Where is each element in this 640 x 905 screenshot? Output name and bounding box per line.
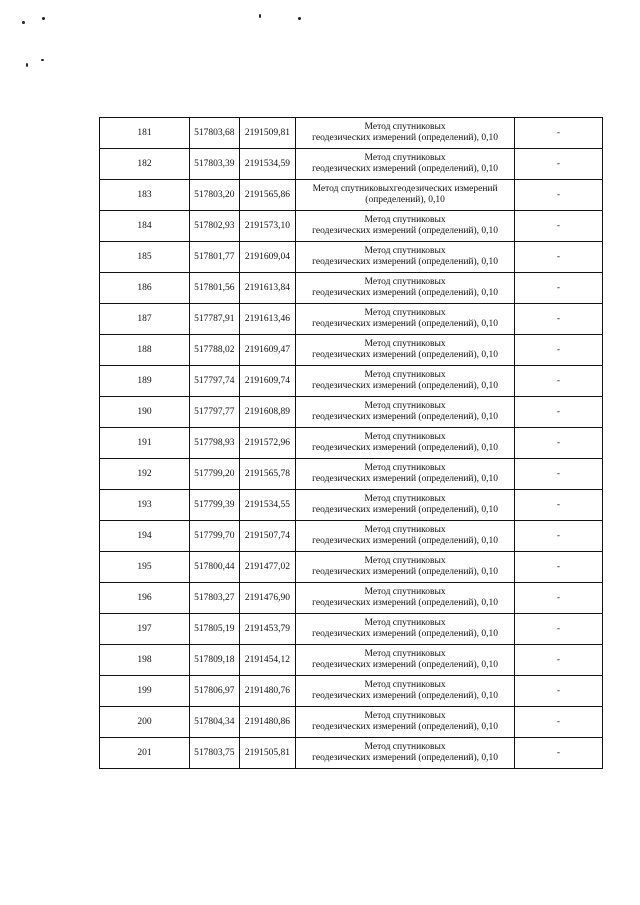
method-line-2: геодезических измерений (определений), 0,10 bbox=[312, 350, 499, 360]
method-line-2: геодезических измерений (определений), 0,10 bbox=[312, 567, 499, 577]
method-line-2: геодезических измерений (определений), 0,10 bbox=[312, 443, 499, 453]
method-line-2: геодезических измерений (определений), 0,10 bbox=[312, 133, 499, 143]
point-number-cell: 200 bbox=[100, 707, 190, 738]
method-line-2: геодезических измерений (определений), 0,10 bbox=[312, 722, 499, 732]
description-cell: - bbox=[514, 459, 602, 490]
method-cell bbox=[296, 707, 515, 738]
description-cell: - bbox=[514, 676, 602, 707]
y-coordinate-cell: 2191453,79 bbox=[239, 614, 296, 645]
x-coordinate-cell: 517803,75 bbox=[190, 738, 240, 769]
table-row bbox=[100, 521, 603, 552]
method-cell bbox=[296, 552, 515, 583]
scan-speck bbox=[259, 14, 261, 18]
description-cell: - bbox=[514, 428, 602, 459]
method-cell bbox=[296, 211, 515, 242]
table-row bbox=[100, 614, 603, 645]
table-row bbox=[100, 552, 603, 583]
y-coordinate-cell: 2191507,74 bbox=[239, 521, 296, 552]
description-cell: - bbox=[514, 552, 602, 583]
method-line-1: Метод спутниковых bbox=[364, 401, 446, 411]
method-cell bbox=[296, 583, 515, 614]
point-number-cell: 186 bbox=[100, 273, 190, 304]
y-coordinate-cell: 2191534,59 bbox=[239, 149, 296, 180]
method-line-2: (определений), 0,10 bbox=[365, 195, 445, 205]
method-line-1: Метод спутниковых bbox=[364, 587, 446, 597]
table-row bbox=[100, 707, 603, 738]
method-cell bbox=[296, 335, 515, 366]
description-cell: - bbox=[514, 397, 602, 428]
method-line-2: геодезических измерений (определений), 0,10 bbox=[312, 226, 499, 236]
description-cell: - bbox=[514, 645, 602, 676]
scan-speck bbox=[42, 17, 45, 20]
point-number-cell: 187 bbox=[100, 304, 190, 335]
y-coordinate-cell: 2191572,96 bbox=[239, 428, 296, 459]
method-line-2: геодезических измерений (определений), 0,10 bbox=[312, 288, 499, 298]
table-row bbox=[100, 149, 603, 180]
method-line-2: геодезических измерений (определений), 0,10 bbox=[312, 474, 499, 484]
description-cell: - bbox=[514, 118, 602, 149]
method-line-1: Метод спутниковых bbox=[364, 122, 446, 132]
y-coordinate-cell: 2191534,55 bbox=[239, 490, 296, 521]
table-row bbox=[100, 645, 603, 676]
method-cell bbox=[296, 149, 515, 180]
table-row bbox=[100, 273, 603, 304]
method-cell bbox=[296, 521, 515, 552]
method-cell bbox=[296, 459, 515, 490]
description-cell: - bbox=[514, 490, 602, 521]
table-row bbox=[100, 242, 603, 273]
scan-speck bbox=[26, 63, 28, 67]
y-coordinate-cell: 2191565,86 bbox=[239, 180, 296, 211]
point-number-cell: 188 bbox=[100, 335, 190, 366]
method-cell bbox=[296, 273, 515, 304]
method-cell bbox=[296, 242, 515, 273]
x-coordinate-cell: 517798,93 bbox=[190, 428, 240, 459]
y-coordinate-cell: 2191477,02 bbox=[239, 552, 296, 583]
method-line-2: геодезических измерений (определений), 0,10 bbox=[312, 629, 499, 639]
point-number-cell: 193 bbox=[100, 490, 190, 521]
description-cell: - bbox=[514, 273, 602, 304]
method-cell bbox=[296, 180, 515, 211]
method-line-1: Метод спутниковых bbox=[364, 370, 446, 380]
x-coordinate-cell: 517805,19 bbox=[190, 614, 240, 645]
method-cell bbox=[296, 645, 515, 676]
description-cell: - bbox=[514, 583, 602, 614]
description-cell: - bbox=[514, 738, 602, 769]
description-cell: - bbox=[514, 366, 602, 397]
table-row bbox=[100, 180, 603, 211]
y-coordinate-cell: 2191613,84 bbox=[239, 273, 296, 304]
description-cell: - bbox=[514, 521, 602, 552]
point-number-cell: 196 bbox=[100, 583, 190, 614]
point-number-cell: 201 bbox=[100, 738, 190, 769]
method-line-1: Метод спутниковых bbox=[364, 308, 446, 318]
method-cell bbox=[296, 304, 515, 335]
description-cell: - bbox=[514, 242, 602, 273]
y-coordinate-cell: 2191609,47 bbox=[239, 335, 296, 366]
description-cell: - bbox=[514, 335, 602, 366]
method-line-1: Метод спутниковыхгеодезических измерений bbox=[312, 184, 498, 194]
table-row bbox=[100, 118, 603, 149]
method-line-2: геодезических измерений (определений), 0,10 bbox=[312, 753, 499, 763]
table-row bbox=[100, 738, 603, 769]
description-cell: - bbox=[514, 614, 602, 645]
method-cell bbox=[296, 366, 515, 397]
coordinates-table bbox=[99, 117, 603, 769]
x-coordinate-cell: 517803,20 bbox=[190, 180, 240, 211]
method-line-1: Метод спутниковых bbox=[364, 711, 446, 721]
point-number-cell: 184 bbox=[100, 211, 190, 242]
scan-speck bbox=[298, 17, 301, 20]
point-number-cell: 195 bbox=[100, 552, 190, 583]
method-cell bbox=[296, 397, 515, 428]
description-cell: - bbox=[514, 180, 602, 211]
method-line-1: Метод спутниковых bbox=[364, 153, 446, 163]
x-coordinate-cell: 517801,56 bbox=[190, 273, 240, 304]
description-cell: - bbox=[514, 707, 602, 738]
point-number-cell: 192 bbox=[100, 459, 190, 490]
method-line-1: Метод спутниковых bbox=[364, 432, 446, 442]
table-body bbox=[100, 118, 603, 769]
x-coordinate-cell: 517799,39 bbox=[190, 490, 240, 521]
method-line-1: Метод спутниковых bbox=[364, 556, 446, 566]
table-row bbox=[100, 428, 603, 459]
method-line-1: Метод спутниковых bbox=[364, 246, 446, 256]
x-coordinate-cell: 517801,77 bbox=[190, 242, 240, 273]
x-coordinate-cell: 517788,02 bbox=[190, 335, 240, 366]
point-number-cell: 181 bbox=[100, 118, 190, 149]
point-number-cell: 191 bbox=[100, 428, 190, 459]
method-line-2: геодезических измерений (определений), 0,10 bbox=[312, 381, 499, 391]
x-coordinate-cell: 517809,18 bbox=[190, 645, 240, 676]
method-line-1: Метод спутниковых bbox=[364, 525, 446, 535]
x-coordinate-cell: 517799,20 bbox=[190, 459, 240, 490]
x-coordinate-cell: 517803,39 bbox=[190, 149, 240, 180]
x-coordinate-cell: 517804,34 bbox=[190, 707, 240, 738]
method-line-1: Метод спутниковых bbox=[364, 649, 446, 659]
x-coordinate-cell: 517799,70 bbox=[190, 521, 240, 552]
table-row bbox=[100, 304, 603, 335]
method-cell bbox=[296, 738, 515, 769]
description-cell: - bbox=[514, 149, 602, 180]
method-line-2: геодезических измерений (определений), 0,10 bbox=[312, 319, 499, 329]
method-line-1: Метод спутниковых bbox=[364, 618, 446, 628]
point-number-cell: 199 bbox=[100, 676, 190, 707]
y-coordinate-cell: 2191480,86 bbox=[239, 707, 296, 738]
method-line-1: Метод спутниковых bbox=[364, 494, 446, 504]
y-coordinate-cell: 2191565,78 bbox=[239, 459, 296, 490]
point-number-cell: 194 bbox=[100, 521, 190, 552]
table-row bbox=[100, 459, 603, 490]
point-number-cell: 198 bbox=[100, 645, 190, 676]
method-line-2: геодезических измерений (определений), 0,10 bbox=[312, 660, 499, 670]
scan-speck bbox=[22, 21, 25, 24]
table-row bbox=[100, 397, 603, 428]
table-row bbox=[100, 490, 603, 521]
y-coordinate-cell: 2191573,10 bbox=[239, 211, 296, 242]
method-line-2: геодезических измерений (определений), 0,10 bbox=[312, 164, 499, 174]
y-coordinate-cell: 2191608,89 bbox=[239, 397, 296, 428]
x-coordinate-cell: 517803,68 bbox=[190, 118, 240, 149]
y-coordinate-cell: 2191476,90 bbox=[239, 583, 296, 614]
x-coordinate-cell: 517797,77 bbox=[190, 397, 240, 428]
method-line-1: Метод спутниковых bbox=[364, 277, 446, 287]
method-cell bbox=[296, 614, 515, 645]
method-line-1: Метод спутниковых bbox=[364, 463, 446, 473]
y-coordinate-cell: 2191480,76 bbox=[239, 676, 296, 707]
y-coordinate-cell: 2191454,12 bbox=[239, 645, 296, 676]
point-number-cell: 185 bbox=[100, 242, 190, 273]
method-line-2: геодезических измерений (определений), 0,10 bbox=[312, 691, 499, 701]
method-line-1: Метод спутниковых bbox=[364, 742, 446, 752]
method-cell bbox=[296, 118, 515, 149]
x-coordinate-cell: 517800,44 bbox=[190, 552, 240, 583]
method-cell bbox=[296, 428, 515, 459]
point-number-cell: 183 bbox=[100, 180, 190, 211]
x-coordinate-cell: 517797,74 bbox=[190, 366, 240, 397]
y-coordinate-cell: 2191609,04 bbox=[239, 242, 296, 273]
description-cell: - bbox=[514, 211, 602, 242]
scan-speck bbox=[41, 59, 44, 61]
point-number-cell: 197 bbox=[100, 614, 190, 645]
method-cell bbox=[296, 676, 515, 707]
method-line-1: Метод спутниковых bbox=[364, 215, 446, 225]
y-coordinate-cell: 2191509,81 bbox=[239, 118, 296, 149]
table-row bbox=[100, 211, 603, 242]
method-line-2: геодезических измерений (определений), 0,10 bbox=[312, 257, 499, 267]
method-line-2: геодезических измерений (определений), 0,10 bbox=[312, 598, 499, 608]
table-row bbox=[100, 676, 603, 707]
table-row bbox=[100, 366, 603, 397]
method-line-2: геодезических измерений (определений), 0,10 bbox=[312, 412, 499, 422]
y-coordinate-cell: 2191505,81 bbox=[239, 738, 296, 769]
y-coordinate-cell: 2191609,74 bbox=[239, 366, 296, 397]
table-row bbox=[100, 583, 603, 614]
method-cell bbox=[296, 490, 515, 521]
point-number-cell: 190 bbox=[100, 397, 190, 428]
method-line-1: Метод спутниковых bbox=[364, 680, 446, 690]
method-line-2: геодезических измерений (определений), 0,10 bbox=[312, 505, 499, 515]
method-line-2: геодезических измерений (определений), 0,10 bbox=[312, 536, 499, 546]
x-coordinate-cell: 517802,93 bbox=[190, 211, 240, 242]
table-row bbox=[100, 335, 603, 366]
x-coordinate-cell: 517806,97 bbox=[190, 676, 240, 707]
description-cell: - bbox=[514, 304, 602, 335]
method-line-1: Метод спутниковых bbox=[364, 339, 446, 349]
point-number-cell: 189 bbox=[100, 366, 190, 397]
x-coordinate-cell: 517803,27 bbox=[190, 583, 240, 614]
x-coordinate-cell: 517787,91 bbox=[190, 304, 240, 335]
y-coordinate-cell: 2191613,46 bbox=[239, 304, 296, 335]
point-number-cell: 182 bbox=[100, 149, 190, 180]
